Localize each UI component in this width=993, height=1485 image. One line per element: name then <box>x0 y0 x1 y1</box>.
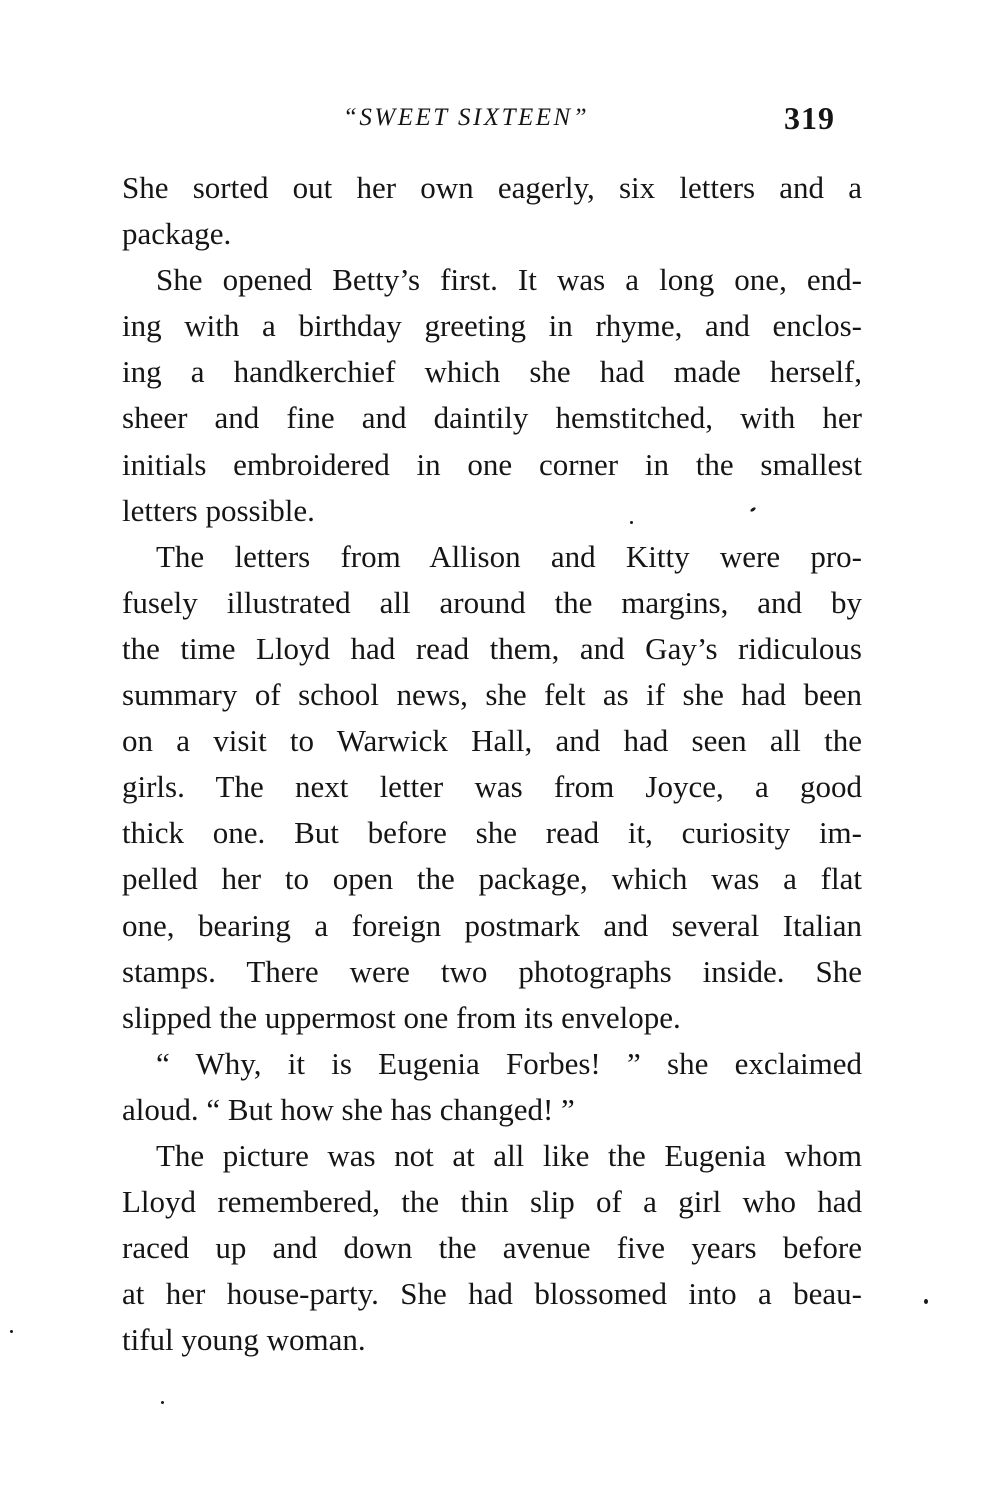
text-line: Lloyd remembered, the thin slip of a girl who had <box>122 1184 862 1220</box>
text-line: pelled her to open the package, which was a flat <box>122 861 862 897</box>
text-line: ing with a birthday greeting in rhyme, and enclos- <box>122 308 862 344</box>
text-line: The picture was not at all like the Eugenia whom <box>156 1137 862 1173</box>
text-line: She opened Betty’s first. It was a long one, end- <box>156 262 862 298</box>
page-number: 319 <box>784 100 835 136</box>
text-line: “ Why, it is Eugenia Forbes! ” she exclaimed <box>156 1045 862 1081</box>
print-speck <box>10 1330 13 1333</box>
text-line: one, bearing a foreign postmark and several Italian <box>122 907 862 943</box>
text-line: initials embroidered in one corner in the smallest <box>122 446 862 482</box>
text-line: girls. The next letter was from Joyce, a good <box>122 769 862 805</box>
text-line: tiful young woman. <box>122 1322 366 1358</box>
body-text <box>122 165 862 1363</box>
text-line: sheer and fine and daintily hemstitched, with her <box>122 400 862 436</box>
text-line: letters possible. <box>122 492 315 528</box>
text-line: package. <box>122 216 232 252</box>
text-line: aloud. “ But how she has changed! ” <box>122 1091 575 1127</box>
text-line: on a visit to Warwick Hall, and had seen all the <box>122 723 862 759</box>
print-speck <box>630 521 633 524</box>
text-line: The letters from Allison and Kitty were pro- <box>156 538 862 574</box>
text-line: summary of school news, she felt as if she had been <box>122 677 862 713</box>
text-line: fusely illustrated all around the margins, and by <box>122 584 862 620</box>
text-line: the time Lloyd had read them, and Gay’s ridiculous <box>122 630 862 666</box>
text-line: ing a handkerchief which she had made herself, <box>122 354 862 390</box>
running-head: “SWEET SIXTEEN” <box>343 104 590 131</box>
text-line: slipped the uppermost one from its envelope. <box>122 999 681 1035</box>
text-line: thick one. But before she read it, curiosity im- <box>122 815 862 851</box>
print-speck <box>161 1401 164 1404</box>
text-line: raced up and down the avenue five years before <box>122 1230 862 1266</box>
print-speck <box>924 1299 928 1304</box>
text-line: stamps. There were two photographs inside. She <box>122 953 862 989</box>
text-line: She sorted out her own eagerly, six letters and a <box>122 170 862 205</box>
text-line: at her house-party. She had blossomed into a beau- <box>122 1276 862 1312</box>
